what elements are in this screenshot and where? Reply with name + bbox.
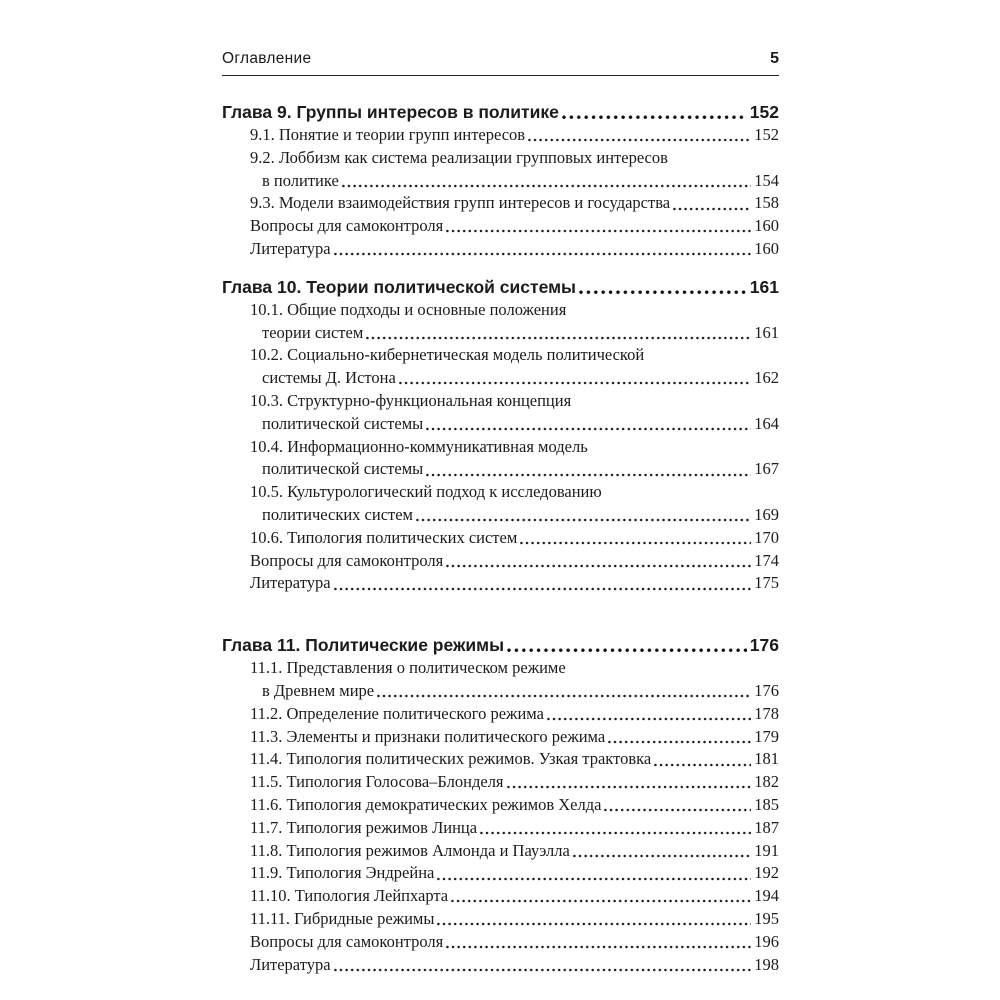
entry-page-number: 169 — [754, 504, 779, 524]
dot-leader — [572, 840, 751, 863]
entry-title: 10.5. Культурологический подход к исследованию — [250, 482, 602, 502]
entry-title: 11.1. Представления о политическом режиме — [250, 658, 566, 678]
dot-leader — [603, 794, 751, 817]
chapter-title: Глава 9. Группы интересов в политике — [222, 102, 559, 122]
toc-entry — [222, 726, 779, 749]
toc-page — [222, 50, 779, 976]
entry-page-number: 154 — [754, 170, 779, 190]
toc-entry — [222, 862, 779, 885]
entry-title: Литература — [250, 954, 331, 974]
toc-entry — [222, 550, 779, 573]
toc-entry-line1 — [222, 657, 779, 680]
toc-entry — [222, 748, 779, 771]
toc-chapter — [222, 633, 779, 976]
dot-leader — [506, 771, 752, 794]
entry-page-number: 192 — [754, 863, 779, 883]
page-header — [222, 50, 779, 76]
dot-leader — [607, 726, 751, 749]
toc-entry-line1 — [222, 436, 779, 459]
toc-entry-line2 — [222, 170, 779, 193]
entry-page-number: 164 — [754, 413, 779, 433]
entry-title: 11.7. Типология режимов Линца — [250, 817, 478, 837]
toc-entry — [222, 771, 779, 794]
entry-title: 11.11. Гибридные режимы — [250, 908, 435, 928]
toc-entry — [222, 572, 779, 595]
toc-entry-line1 — [222, 147, 779, 170]
entry-page-number: 162 — [754, 368, 779, 388]
toc-entry — [222, 703, 779, 726]
entry-page-number: 179 — [754, 726, 779, 746]
dot-leader — [365, 322, 751, 345]
toc-entry — [222, 238, 779, 261]
entry-page-number: 170 — [754, 527, 779, 547]
toc-entry-line1 — [222, 390, 779, 413]
toc-entry-line2 — [222, 680, 779, 703]
running-title: Оглавление — [222, 50, 312, 67]
dot-leader — [398, 367, 751, 390]
toc-entry-line1 — [222, 344, 779, 367]
entry-page-number: 160 — [754, 238, 779, 258]
entry-page-number: 191 — [754, 840, 779, 860]
dot-leader — [561, 100, 747, 124]
entry-page-number: 160 — [754, 216, 779, 236]
entry-title-continuation: политической системы — [262, 413, 424, 433]
chapter-page-number: 176 — [749, 635, 779, 656]
dot-leader — [333, 572, 752, 595]
toc-chapter — [222, 100, 779, 261]
chapter-title: Глава 11. Политические режимы — [222, 635, 505, 656]
entry-title: Литература — [250, 238, 331, 258]
entry-title: 9.2. Лоббизм как система реализации групповых интересов — [250, 147, 668, 167]
entry-title: 11.2. Определение политического режима — [250, 703, 544, 723]
entry-page-number: 196 — [754, 931, 779, 951]
entry-title: Вопросы для самоконтроля — [250, 216, 444, 236]
dot-leader — [546, 703, 751, 726]
entry-page-number: 181 — [754, 749, 779, 769]
toc-entry — [222, 192, 779, 215]
dot-leader — [436, 908, 751, 931]
chapter-page-number: 161 — [749, 276, 779, 297]
entry-page-number: 161 — [754, 322, 779, 342]
toc-entry-line2 — [222, 367, 779, 390]
entry-title: 10.3. Структурно-функциональная концепция — [250, 390, 572, 410]
entry-page-number: 175 — [754, 573, 779, 593]
entry-title: 10.6. Типология политических систем — [250, 527, 518, 547]
entry-page-number: 152 — [754, 125, 779, 144]
entry-title: 11.3. Элементы и признаки политического режима — [250, 726, 606, 746]
dot-leader — [479, 817, 751, 840]
toc-entry-line2 — [222, 413, 779, 436]
entry-page-number: 167 — [754, 459, 779, 479]
page-number: 5 — [770, 50, 779, 67]
toc-entry — [222, 817, 779, 840]
entry-page-number: 182 — [754, 772, 779, 792]
entry-title: 11.6. Типология демократических режимов Хелда — [250, 794, 602, 814]
dot-leader — [436, 862, 751, 885]
entry-title-continuation: политических систем — [262, 504, 413, 524]
entry-title: 11.5. Типология Голосова–Блонделя — [250, 772, 504, 792]
dot-leader — [445, 931, 751, 954]
entry-title: Вопросы для самоконтроля — [250, 550, 444, 570]
chapter-page-number: 152 — [749, 102, 779, 122]
entry-title-continuation: теории систем — [262, 322, 364, 342]
entry-page-number: 178 — [754, 703, 779, 723]
entry-title-continuation: в Древнем мире — [262, 680, 375, 700]
dot-leader — [450, 885, 751, 908]
chapter-title: Глава 10. Теории политической системы — [222, 276, 576, 297]
dot-leader — [415, 504, 751, 527]
entry-page-number: 158 — [754, 193, 779, 213]
entry-title: 9.1. Понятие и теории групп интересов — [250, 125, 526, 144]
entry-title-continuation: политической системы — [262, 459, 424, 479]
entry-page-number: 198 — [754, 954, 779, 974]
dot-leader — [445, 215, 751, 238]
entry-title: 9.3. Модели взаимодействия групп интересов и государства — [250, 193, 671, 213]
entry-title: Литература — [250, 573, 331, 593]
entry-page-number: 195 — [754, 908, 779, 928]
dot-leader — [341, 170, 751, 193]
dot-leader — [653, 748, 751, 771]
toc-entry — [222, 885, 779, 908]
toc-list — [222, 100, 779, 976]
dot-leader — [376, 680, 751, 703]
dot-leader — [672, 192, 751, 215]
dot-leader — [333, 238, 752, 261]
toc-entry — [222, 124, 779, 147]
dot-leader — [519, 527, 751, 550]
entry-title: 11.9. Типология Эндрейна — [250, 863, 435, 883]
entry-page-number: 176 — [754, 680, 779, 700]
entry-title: 11.8. Типология режимов Алмонда и Пауэлла — [250, 840, 570, 860]
dot-leader — [425, 458, 751, 481]
dot-leader — [578, 275, 747, 299]
dot-leader — [527, 124, 751, 147]
entry-title-continuation: в политике — [262, 170, 339, 190]
entry-page-number: 187 — [754, 817, 779, 837]
toc-entry — [222, 954, 779, 977]
toc-entry — [222, 908, 779, 931]
dot-leader — [333, 954, 752, 977]
entry-page-number: 194 — [754, 886, 779, 906]
toc-entry-line2 — [222, 322, 779, 345]
entry-title: Вопросы для самоконтроля — [250, 931, 444, 951]
entry-page-number: 185 — [754, 794, 779, 814]
entry-page-number: 174 — [754, 550, 779, 570]
toc-entry — [222, 840, 779, 863]
chapter-heading-row — [222, 275, 779, 299]
entry-title: 11.10. Типология Лейпхарта — [250, 886, 449, 906]
entry-title: 11.4. Типология политических режимов. Узкая трактовка — [250, 749, 652, 769]
toc-entry-line2 — [222, 458, 779, 481]
toc-entry — [222, 794, 779, 817]
dot-leader — [445, 550, 751, 573]
toc-entry — [222, 215, 779, 238]
entry-title-continuation: системы Д. Истона — [262, 368, 396, 388]
chapter-heading-row — [222, 633, 779, 657]
toc-entry — [222, 527, 779, 550]
toc-entry-line1 — [222, 299, 779, 322]
dot-leader — [425, 413, 751, 436]
toc-chapter — [222, 275, 779, 595]
toc-entry-line1 — [222, 481, 779, 504]
toc-entry-line2 — [222, 504, 779, 527]
entry-title: 10.4. Информационно-коммуникативная модель — [250, 436, 588, 456]
dot-leader — [506, 633, 747, 657]
toc-entry — [222, 931, 779, 954]
entry-title: 10.1. Общие подходы и основные положения — [250, 299, 567, 319]
entry-title: 10.2. Социально-кибернетическая модель политической — [250, 345, 645, 365]
chapter-heading-row — [222, 100, 779, 124]
